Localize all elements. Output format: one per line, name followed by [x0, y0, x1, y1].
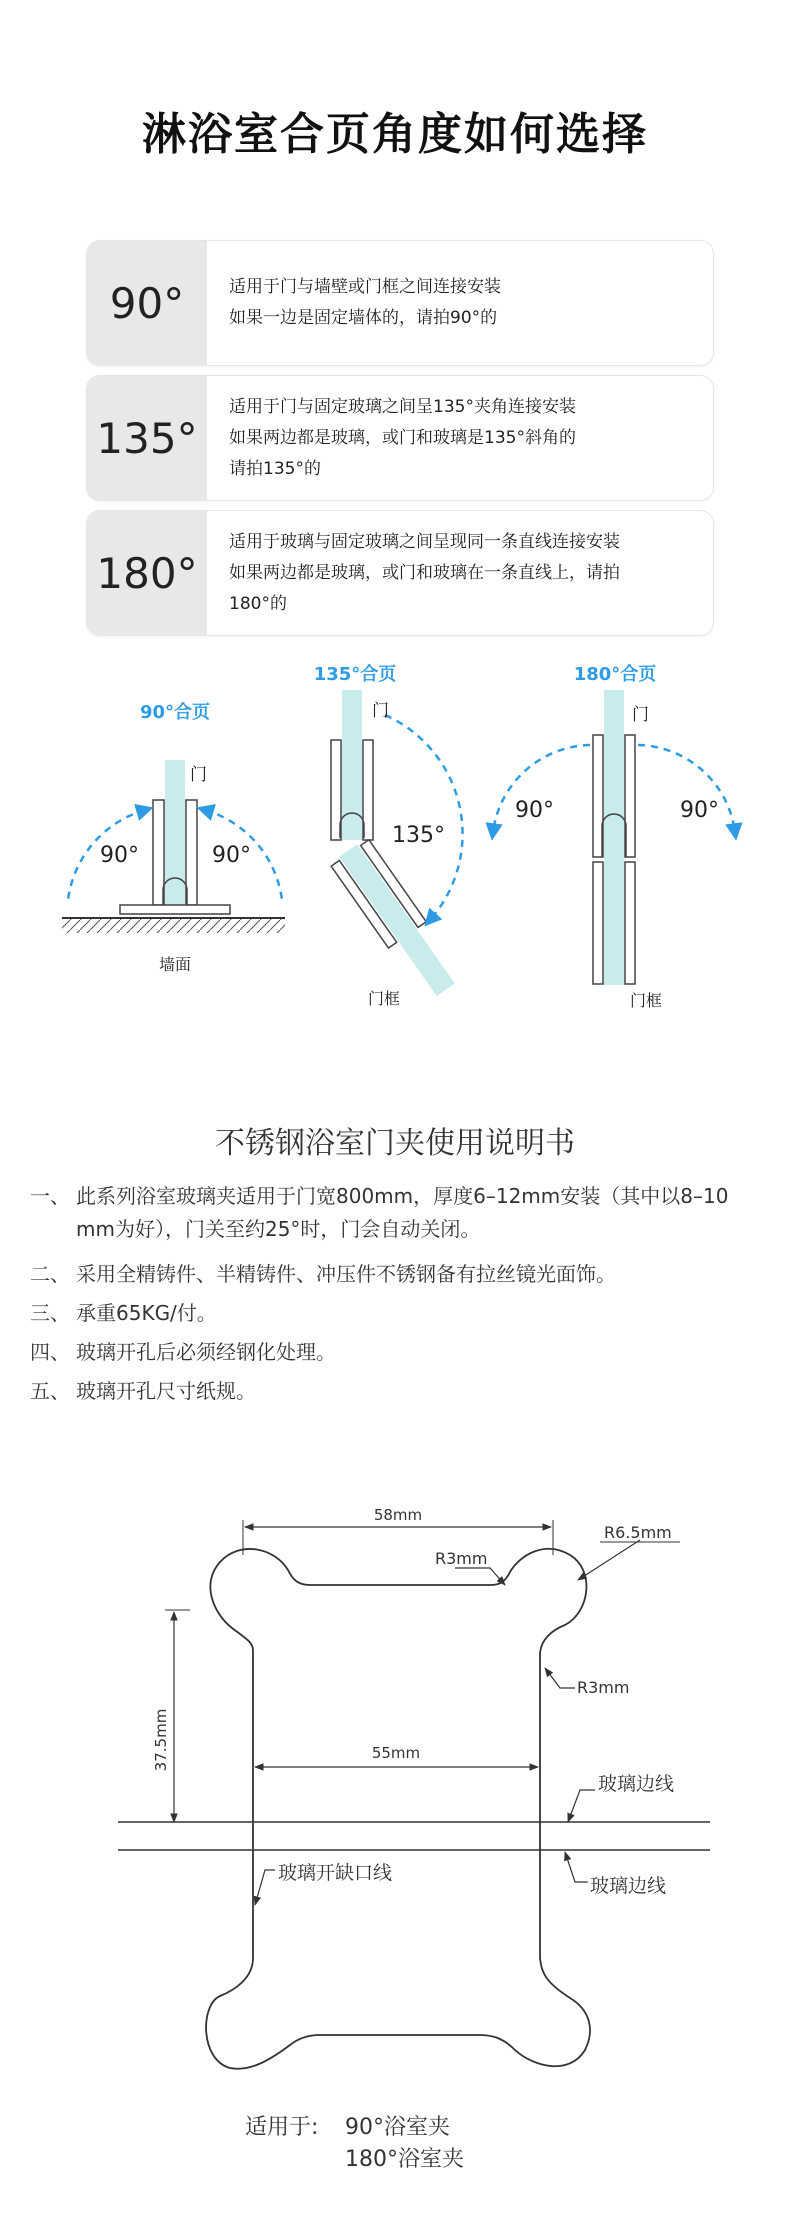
frame-label: 门框 — [630, 991, 663, 1010]
cutout-template-drawing — [0, 1450, 790, 2229]
cutout-outline — [206, 1549, 590, 2069]
manual-title: 不锈钢浴室门夹使用说明书 — [215, 1126, 575, 1161]
item-text: 玻璃开孔后必须经钢化处理。 — [76, 1340, 336, 1364]
manual-item-4 — [30, 1336, 770, 1369]
card-line: 如果两边都是玻璃，或门和玻璃在一条直线上，请拍 — [229, 562, 620, 583]
door-label: 门 — [632, 705, 649, 725]
card-description — [229, 241, 699, 365]
item-number: 三、 — [30, 1301, 70, 1325]
card-description — [229, 511, 699, 635]
card-description — [229, 376, 699, 500]
leader-notch-line — [255, 1870, 275, 1905]
card-degree: 135° — [87, 376, 207, 500]
diagram-180-title: 180°合页 — [573, 664, 657, 685]
applies-label: 适用于: — [245, 2115, 319, 2140]
door-label: 门 — [190, 765, 207, 785]
item-number: 一、 — [30, 1184, 70, 1208]
card-degree: 180° — [87, 511, 207, 635]
card-90 — [86, 240, 714, 366]
angle-label: 90° — [680, 798, 719, 823]
card-line: 如果一边是固定墙体的，请拍90°的 — [229, 308, 498, 328]
dim-label-r65: R6.5mm — [604, 1523, 672, 1542]
item-number: 四、 — [30, 1340, 70, 1364]
card-line: 如果两边都是玻璃，或门和玻璃是135°斜角的 — [229, 427, 576, 448]
page-title: 淋浴室合页角度如何选择 — [142, 109, 648, 160]
manual-item-2 — [30, 1258, 770, 1291]
applies-item: 90°浴室夹 — [345, 2115, 450, 2140]
item-number: 二、 — [30, 1262, 70, 1286]
manual-item-5 — [30, 1375, 770, 1408]
manual-item-3 — [30, 1297, 770, 1330]
card-line: 适用于玻璃与固定玻璃之间呈现同一条直线连接安装 — [229, 531, 620, 552]
dim-label-37-5: 37.5mm — [152, 1708, 170, 1772]
hinge-plate — [625, 862, 635, 984]
wall-label: 墙面 — [158, 955, 192, 974]
glass-panel — [604, 690, 624, 985]
item-text — [76, 1180, 776, 1246]
item-text: 承重65KG/付。 — [76, 1301, 217, 1325]
dim-label-r3-right: R3mm — [577, 1678, 630, 1697]
leader-glass-edge-bottom — [565, 1852, 588, 1882]
diagram-180 — [493, 663, 735, 1010]
angle-label: 90° — [100, 843, 139, 868]
leader-glass-edge-top — [568, 1790, 595, 1822]
notch-line-label: 玻璃开缺口线 — [278, 1862, 393, 1884]
diagram-90 — [62, 701, 285, 974]
leader-r3-right — [545, 1668, 575, 1688]
applies-item: 180°浴室夹 — [345, 2147, 464, 2172]
card-135 — [86, 375, 714, 501]
item-text: 采用全精铸件、半精铸件、冲压件不锈钢备有拉丝镜光面饰。 — [76, 1262, 616, 1286]
diagram-90-title: 90°合页 — [139, 702, 211, 723]
dim-label-55: 55mm — [371, 1744, 421, 1762]
dim-label-r3-top: R3mm — [435, 1549, 488, 1568]
glass-door — [165, 760, 185, 910]
frame-label: 门框 — [368, 989, 401, 1008]
item-line: 此系列浴室玻璃夹适用于门宽800mm，厚度6–12mm安装（其中以8–10 — [76, 1184, 729, 1208]
manual-item-1 — [30, 1180, 770, 1246]
glass-frame-group — [329, 837, 464, 1003]
base-plate — [120, 905, 230, 914]
door-label: 门 — [372, 701, 389, 721]
item-line: mm为好），门关至约25°时，门会自动关闭。 — [76, 1217, 481, 1241]
item-number: 五、 — [30, 1379, 70, 1403]
leader-r65 — [578, 1540, 640, 1580]
card-degree: 90° — [87, 241, 207, 365]
glass-edge-label: 玻璃边线 — [598, 1773, 675, 1795]
glass-frame — [339, 844, 455, 996]
card-180 — [86, 510, 714, 636]
wall-hatch — [62, 919, 285, 933]
hinge-plate — [593, 862, 603, 984]
item-text: 玻璃开孔尺寸纸规。 — [76, 1379, 256, 1403]
angle-label: 135° — [392, 823, 445, 848]
glass-edge-label: 玻璃边线 — [590, 1875, 667, 1897]
card-line: 适用于门与固定玻璃之间呈135°夹角连接安装 — [229, 396, 576, 417]
diagram-135 — [314, 663, 465, 1008]
dim-label-58: 58mm — [373, 1506, 423, 1524]
card-line: 180°的 — [229, 593, 287, 614]
hinge-diagrams — [0, 650, 790, 1050]
angle-label: 90° — [515, 798, 554, 823]
diagram-135-title: 135°合页 — [313, 664, 397, 685]
leader-r3-top — [455, 1568, 505, 1585]
glass-door — [342, 690, 362, 840]
angle-label: 90° — [212, 843, 251, 868]
card-line: 请拍135°的 — [229, 458, 321, 479]
card-line: 适用于门与墙壁或门框之间连接安装 — [229, 277, 501, 297]
